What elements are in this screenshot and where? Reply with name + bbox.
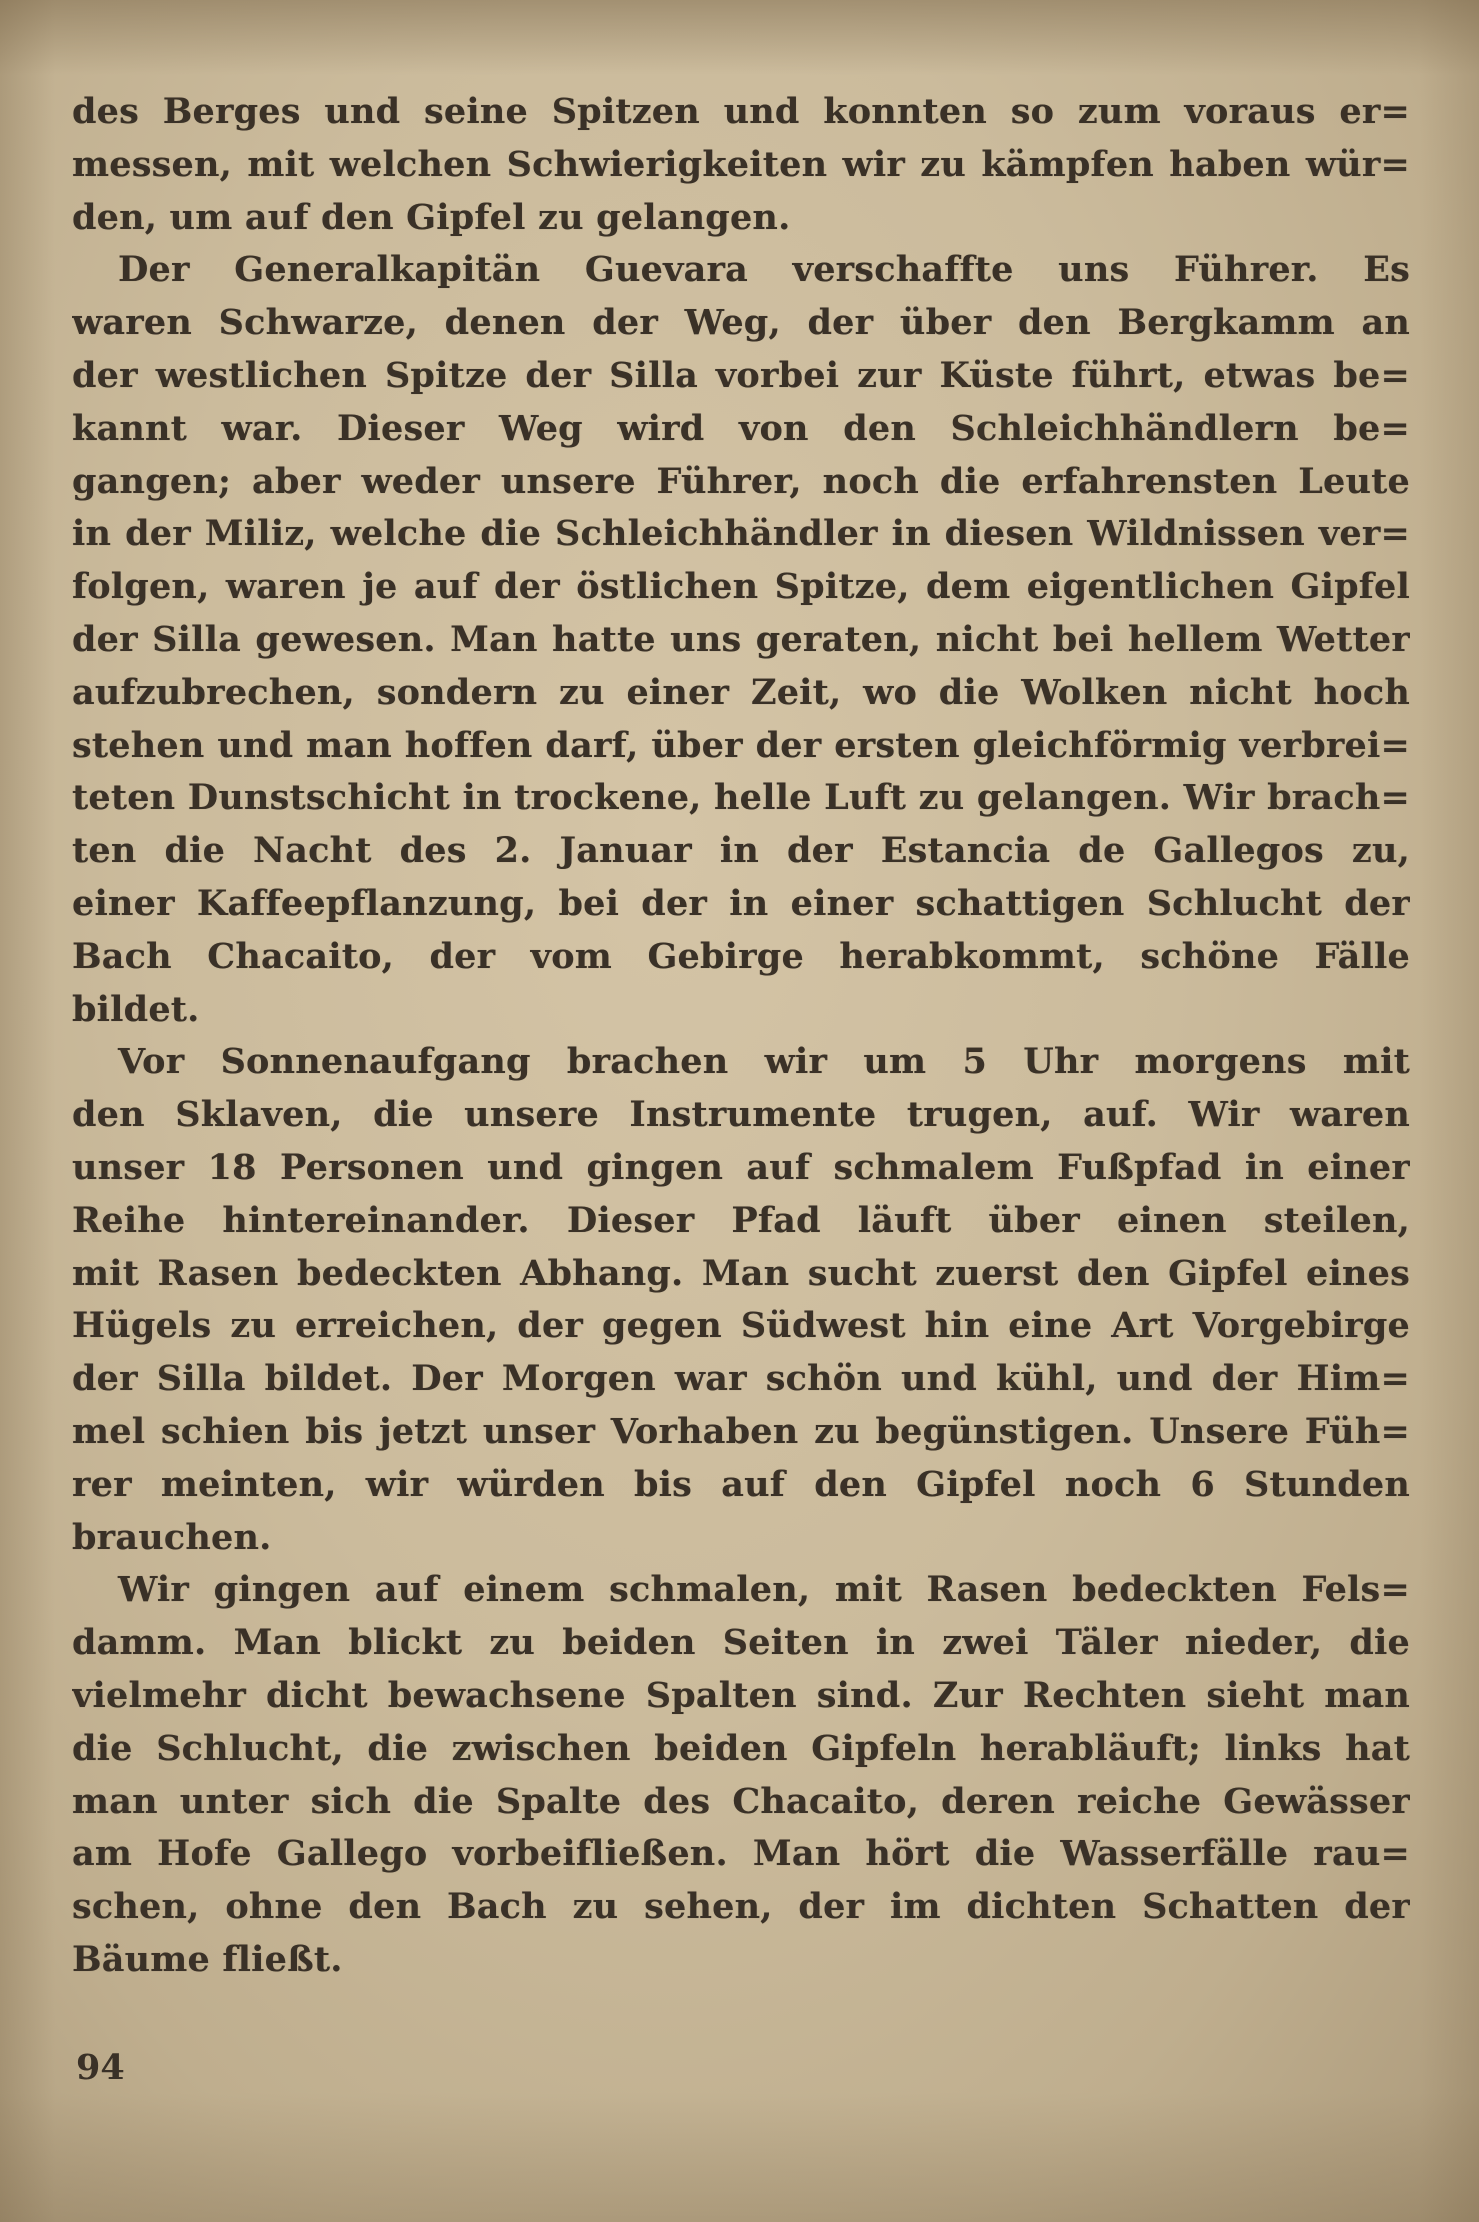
- text-line: in der Miliz, welche die Schleichhändler in diesen Wildnissen ver=: [72, 513, 1410, 555]
- text-line: der Silla bildet. Der Morgen war schön und kühl, und der Him=: [72, 1358, 1410, 1400]
- text-line: die Schlucht, die zwischen beiden Gipfeln herabläuft; links hat: [72, 1727, 1410, 1769]
- text-line: man unter sich die Spalte des Chacaito, deren reiche Gewässer: [72, 1780, 1410, 1822]
- text-line: des Berges und seine Spitzen und konnten so zum voraus er=: [72, 91, 1410, 132]
- page-text: [72, 86, 1410, 1987]
- text-line: bildet.: [72, 988, 200, 1030]
- text-line: schen, ohne den Bach zu sehen, der im dichten Schatten der: [72, 1886, 1410, 1928]
- text-line: Vor Sonnenaufgang brachen wir um 5 Uhr morgens mit: [118, 1041, 1410, 1083]
- text-line: der westlichen Spitze der Silla vorbei zur Küste führt, etwas be=: [72, 354, 1410, 396]
- text-line: Hügels zu erreichen, der gegen Südwest hin eine Art Vorgebirge: [72, 1305, 1410, 1347]
- text-line: aufzubrechen, sondern zu einer Zeit, wo die Wolken nicht hoch: [72, 671, 1410, 713]
- text-line: Reihe hintereinander. Dieser Pfad läuft über einen steilen,: [72, 1199, 1410, 1241]
- text-line: Bach Chacaito, der vom Gebirge herabkommt, schöne Fälle: [72, 935, 1410, 977]
- text-line: den, um auf den Gipfel zu gelangen.: [72, 196, 791, 238]
- page-number: 94: [76, 2047, 125, 2088]
- text-line: damm. Man blickt zu beiden Seiten in zwei Täler nieder, die: [72, 1622, 1410, 1664]
- text-line: mit Rasen bedeckten Abhang. Man sucht zuerst den Gipfel eines: [72, 1252, 1410, 1294]
- text-line: messen, mit welchen Schwierigkeiten wir zu kämpfen haben wür=: [72, 143, 1410, 185]
- text-line: den Sklaven, die unsere Instrumente trugen, auf. Wir waren: [72, 1094, 1410, 1136]
- text-line: teten Dunstschicht in trockene, helle Luft zu gelangen. Wir brach=: [72, 777, 1410, 819]
- text-line: Bäume fließt.: [72, 1938, 343, 1980]
- text-line: vielmehr dicht bewachsene Spalten sind. Zur Rechten sieht man: [72, 1674, 1410, 1716]
- text-line: gangen; aber weder unsere Führer, noch die erfahrensten Leute: [72, 460, 1410, 502]
- text-line: kannt war. Dieser Weg wird von den Schleichhändlern be=: [72, 407, 1410, 449]
- text-line: unser 18 Personen und gingen auf schmalem Fußpfad in einer: [72, 1146, 1410, 1188]
- text-line: am Hofe Gallego vorbeifließen. Man hört die Wasserfälle rau=: [72, 1833, 1410, 1875]
- text-line: rer meinten, wir würden bis auf den Gipfel noch 6 Stunden: [72, 1463, 1410, 1505]
- text-line: brauchen.: [72, 1516, 272, 1558]
- text-line: einer Kaffeepflanzung, bei der in einer schattigen Schlucht der: [72, 882, 1410, 924]
- text-line: Der Generalkapitän Guevara verschaffte uns Führer. Es: [118, 249, 1410, 291]
- text-line: waren Schwarze, denen der Weg, der über den Bergkamm an: [72, 302, 1410, 344]
- text-line: der Silla gewesen. Man hatte uns geraten, nicht bei hellem Wetter: [72, 618, 1410, 660]
- text-line: Wir gingen auf einem schmalen, mit Rasen bedeckten Fels=: [118, 1569, 1410, 1611]
- text-line: ten die Nacht des 2. Januar in der Estancia de Gallegos zu,: [72, 830, 1410, 872]
- text-line: stehen und man hoffen darf, über der ersten gleichförmig verbrei=: [72, 724, 1410, 766]
- text-line: mel schien bis jetzt unser Vorhaben zu begünstigen. Unsere Füh=: [72, 1410, 1410, 1452]
- text-line: folgen, waren je auf der östlichen Spitze, dem eigentlichen Gipfel: [72, 566, 1410, 608]
